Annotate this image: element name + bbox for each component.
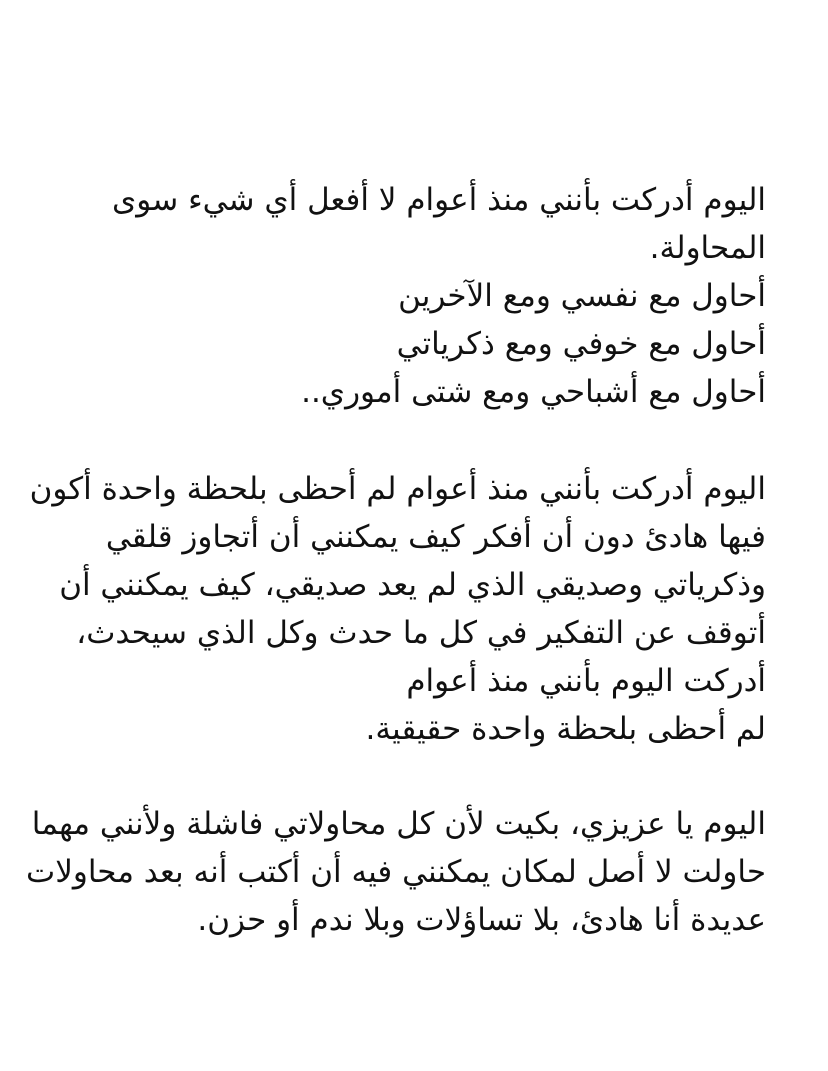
paragraph-line: أدركت اليوم بأنني منذ أعوام (406, 663, 766, 699)
paragraph-line: أحاول مع خوفي ومع ذكرياتي (396, 326, 766, 362)
paragraph-line: لم أحظى بلحظة واحدة حقيقية. (365, 711, 766, 747)
paragraph-line: أتوقف عن التفكير في كل ما حدث وكل الذي سيحدث، (76, 615, 766, 651)
paragraph-3 (26, 800, 766, 944)
paragraph-line: عديدة أنا هادئ، بلا تساؤلات وبلا ندم أو حزن. (197, 902, 766, 938)
paragraph-1 (60, 176, 766, 416)
paragraph-line: أحاول مع أشباحي ومع شتى أموري.. (301, 374, 766, 410)
paragraph-2 (29, 465, 766, 753)
paragraph-line: وذكرياتي وصديقي الذي لم يعد صديقي، كيف يمكنني أن (59, 567, 766, 603)
paragraph-line: اليوم يا عزيزي، بكيت لأن كل محاولاتي فاشلة ولأنني مهما (31, 806, 766, 842)
paragraph-line: حاولت لا أصل لمكان يمكنني فيه أن أكتب أنه بعد محاولات (26, 854, 766, 890)
paragraph-line: المحاولة. (649, 230, 766, 266)
paragraph-line: اليوم أدركت بأنني منذ أعوام لم أحظى بلحظة واحدة أكون (29, 471, 766, 507)
paragraph-line: أحاول مع نفسي ومع الآخرين (398, 278, 766, 314)
paragraph-line: اليوم أدركت بأنني منذ أعوام لا أفعل أي شيء سوى (111, 182, 766, 218)
paragraph-line: فيها هادئ دون أن أفكر كيف يمكنني أن أتجاوز قلقي (105, 519, 766, 555)
